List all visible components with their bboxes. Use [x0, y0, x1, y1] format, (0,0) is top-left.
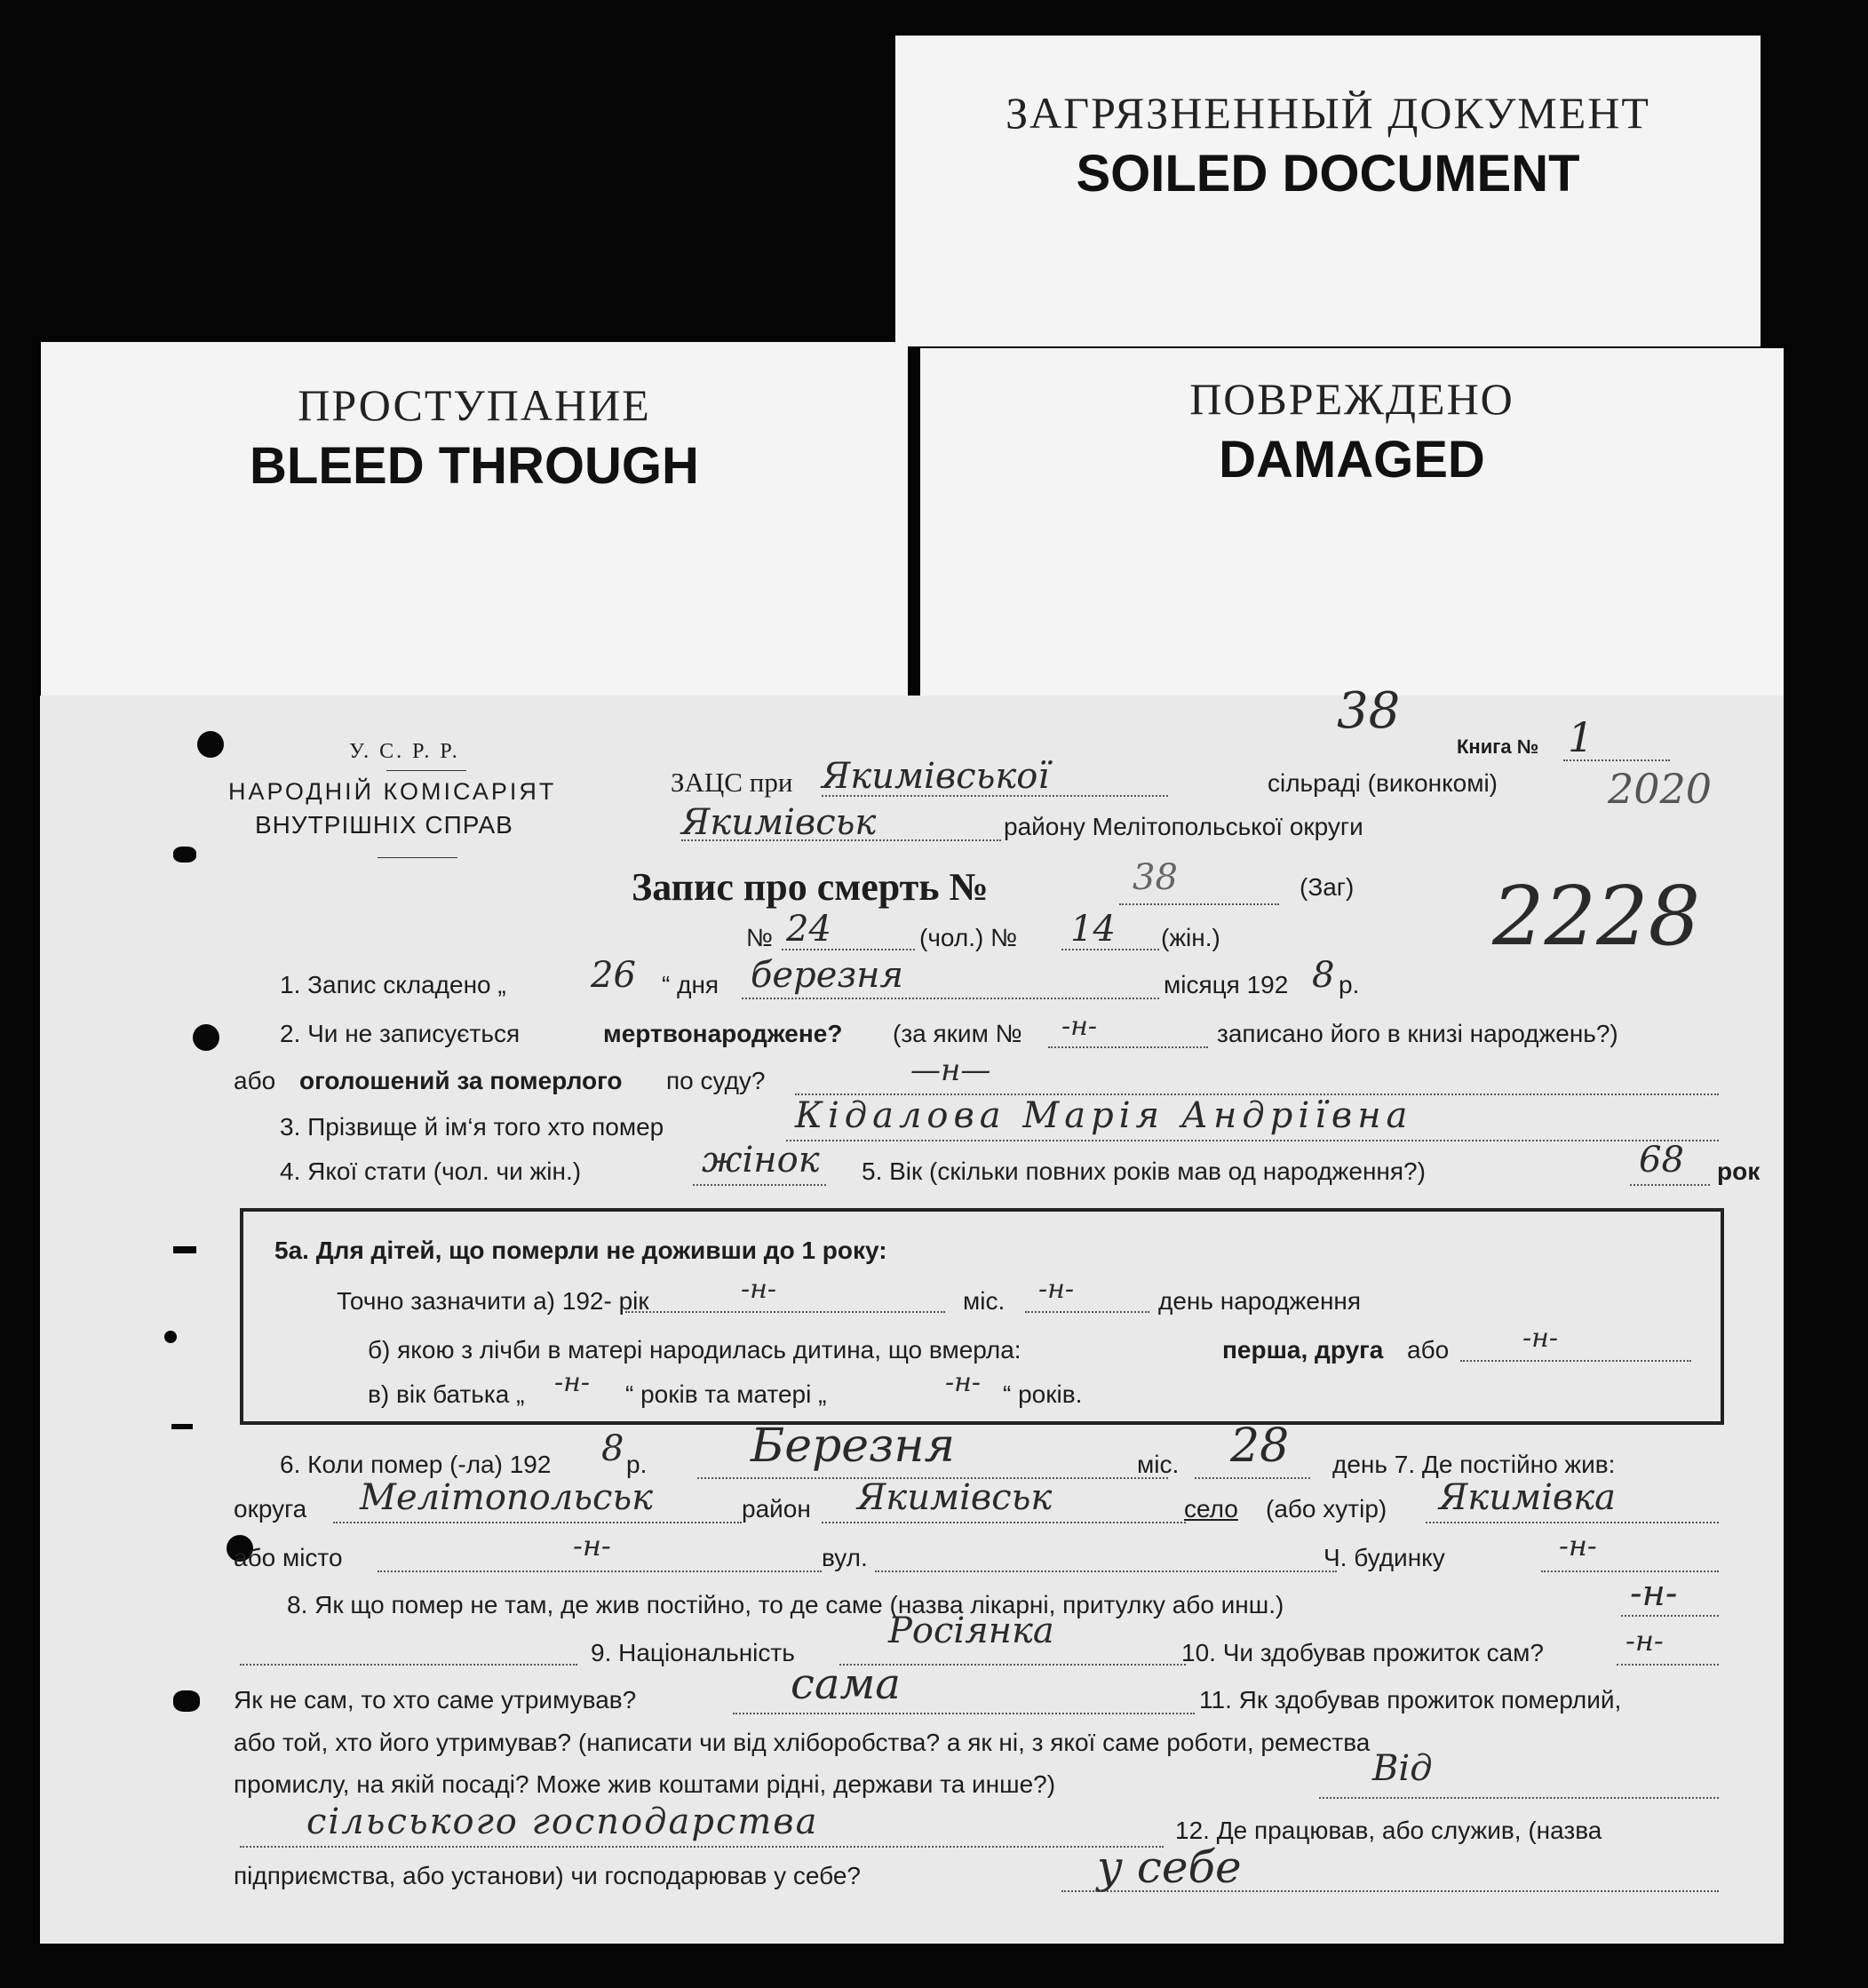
q5a-line-c-pre: в) вік батька „ — [368, 1380, 525, 1408]
q5a-line-c-post: “ років. — [1003, 1380, 1083, 1408]
q2b-pre: або — [234, 1067, 276, 1094]
record-title: Запис про смерть № — [632, 865, 989, 909]
q2-mid: (за яким № — [893, 1020, 1022, 1047]
q3-value: Кідалова Марія Андріївна — [795, 1095, 1413, 1136]
district-suffix: району Мелітопольської округи — [1004, 813, 1363, 840]
q7-misto-value: -н- — [573, 1529, 611, 1563]
q2-value: -н- — [1061, 1011, 1098, 1042]
soiled-en-label: SOILED DOCUMENT — [1076, 145, 1580, 203]
divider — [378, 857, 457, 858]
q7-okruha-label: округа — [234, 1495, 307, 1523]
dotted-line — [822, 1522, 1186, 1523]
q6-label: 6. Коли помер (-ла) 192 — [280, 1451, 552, 1478]
q2b-bold: оголошений за померлого — [299, 1067, 623, 1094]
q1-label: 1. Запис складено „ — [280, 971, 506, 998]
soiled-ru-label: ЗАГРЯЗНЕННЫЙ ДОКУМЕНТ — [1006, 88, 1650, 138]
q7-rayon-value: Якимівськ — [857, 1477, 1053, 1518]
tear-mark — [173, 1690, 200, 1712]
q12-line-2: підприємства, або установи) чи господарював у себе? — [234, 1862, 862, 1889]
q5a-line-a-post: день народження — [1158, 1287, 1362, 1315]
q1-post: місяця 192 — [1164, 971, 1289, 998]
q5-label: 5. Вік (скільки повних років мав од народження?) — [862, 1157, 1426, 1185]
damaged-ru-label: ПОВРЕЖДЕНО — [1189, 374, 1514, 424]
q2-post: записано його в книзі народжень?) — [1217, 1020, 1618, 1047]
zags-village-value: Якимівської — [822, 756, 1050, 797]
zags-prefix: ЗАЦС при — [671, 767, 793, 798]
q5a-title: 5а. Для дітей, що померли не доживши до 1 року: — [274, 1237, 887, 1264]
q7-khutir-label: (або хутір) — [1266, 1495, 1387, 1523]
punch-hole — [193, 1024, 219, 1051]
male-number-value: 24 — [786, 909, 831, 950]
female-number-value: 14 — [1070, 909, 1116, 950]
dotted-line — [1617, 1664, 1719, 1666]
dotted-line — [333, 1522, 742, 1523]
dotted-line — [681, 839, 1001, 841]
dotted-line — [693, 1184, 826, 1186]
zags-suffix: сільраді (виконкомі) — [1268, 769, 1498, 797]
q5a-line-a-mid: міс. — [963, 1287, 1006, 1315]
commissariat-line-1: НАРОДНІЙ КОМІСАРІЯТ — [228, 778, 557, 805]
female-label: (жін.) — [1161, 924, 1220, 951]
dotted-line — [1630, 1184, 1710, 1186]
q7-rayon-label: район — [742, 1495, 811, 1523]
dotted-line — [240, 1846, 1164, 1848]
district-value: Якимівськ — [681, 802, 877, 843]
q2b-post: по суду? — [666, 1067, 766, 1094]
q7-budynok-value: -н- — [1559, 1529, 1597, 1563]
q1-month-value: березня — [751, 955, 904, 996]
dotted-line — [733, 1713, 1195, 1714]
q11-label: 11. Як здобував прожиток померлий, — [1199, 1686, 1622, 1714]
dotted-line — [1460, 1360, 1691, 1362]
q7-misto-label: або місто — [234, 1544, 343, 1571]
dotted-line — [1563, 759, 1670, 761]
q2-pre: 2. Чи не записується — [280, 1020, 521, 1047]
q1-day-value: 26 — [591, 955, 636, 996]
dotted-line — [1195, 1477, 1310, 1479]
margin-number-right-2: 2228 — [1492, 869, 1701, 964]
q11-line-2: промислу, на якій посаді? Може жив коштами рідні, держави та инше?) — [234, 1770, 1056, 1798]
record-number: 38 — [1133, 857, 1178, 898]
dotted-line — [1426, 1522, 1719, 1523]
q7-selo-value: Якимівка — [1439, 1477, 1616, 1518]
divider — [386, 770, 466, 771]
dotted-line — [875, 1571, 1337, 1572]
tear-mark — [164, 1331, 177, 1343]
q2b-value: —н— — [910, 1053, 991, 1088]
dotted-line — [742, 998, 1159, 999]
damaged-card — [920, 348, 1784, 721]
q10-label: 10. Чи здобував прожиток сам? — [1181, 1639, 1544, 1666]
infant-death-box — [240, 1208, 1724, 1425]
dotted-line — [1061, 1890, 1719, 1892]
q2-bold: мертвонароджене? — [603, 1020, 843, 1047]
q5a-b-value: -н- — [1522, 1323, 1559, 1354]
q6-r: р. — [626, 1451, 648, 1478]
q1-end: р. — [1339, 971, 1360, 998]
record-type: (Заг) — [1300, 873, 1355, 901]
q5a-line-b-post: або — [1407, 1336, 1450, 1364]
q7-selo-label: село — [1184, 1495, 1238, 1523]
q11-value-2: сільського господарства — [306, 1801, 819, 1842]
dotted-line — [1119, 903, 1279, 905]
q5a-a-year-value: -н- — [741, 1274, 777, 1305]
q5a-line-b-pre: б) якою з лічби в матері народилась дитина, що вмерла: — [368, 1336, 1021, 1364]
q1-year-value: 8 — [1312, 955, 1335, 996]
ussr-label: У. С. Р. Р. — [349, 740, 460, 763]
q5a-a-month-value: -н- — [1038, 1274, 1075, 1305]
dotted-line — [378, 1571, 822, 1572]
q5a-line-a-pre: Точно зазначити а) 192- рік — [337, 1287, 649, 1315]
margin-number-top: 38 — [1337, 682, 1401, 740]
dotted-line — [1061, 949, 1159, 950]
book-label: Книга № — [1457, 736, 1539, 758]
q7-budynok-label: Ч. будинку — [1323, 1544, 1445, 1571]
dotted-line — [240, 1664, 577, 1666]
dotted-line — [786, 1140, 1719, 1141]
dotted-line — [782, 949, 915, 950]
tear-mark — [171, 1424, 193, 1429]
q12-value: у себе — [1097, 1841, 1242, 1893]
q7-vul-label: вул. — [822, 1544, 868, 1571]
bleed-en-label: BLEED THROUGH — [250, 437, 699, 495]
q10b-label: Як не сам, то хто саме утримував? — [234, 1686, 637, 1714]
dotted-line — [1541, 1571, 1719, 1572]
q6-year-value: 8 — [601, 1428, 624, 1469]
q5-age-value: 68 — [1639, 1140, 1684, 1181]
q10b-value: сама — [791, 1659, 901, 1709]
margin-number-right-1: 2020 — [1608, 765, 1713, 813]
soiled-document-card — [895, 36, 1761, 346]
q5a-line-c-mid: “ років та матері „ — [625, 1380, 827, 1408]
tear-mark — [173, 847, 196, 863]
q5a-line-b-bold: перша, друга — [1222, 1336, 1384, 1364]
q8-value: -н- — [1630, 1573, 1678, 1614]
q6-month-value: Березня — [751, 1419, 956, 1473]
punch-hole — [197, 731, 224, 758]
male-number-label: № — [746, 924, 774, 951]
q12-label: 12. Де працював, або служив, (назва — [1175, 1817, 1602, 1844]
dotted-line — [822, 795, 1168, 797]
dotted-line — [1621, 1615, 1719, 1617]
commissariat-line-2: ВНУТРІШНІХ СПРАВ — [255, 811, 513, 839]
bleed-ru-label: ПРОСТУПАНИЕ — [298, 380, 651, 430]
q7-okruha-value: Мелітопольськ — [360, 1477, 654, 1518]
q9-value: Росіянка — [888, 1610, 1054, 1651]
q5-end: рок — [1717, 1157, 1761, 1185]
q6-mis: міс. — [1137, 1451, 1180, 1478]
q6-post: день 7. Де постійно жив: — [1332, 1451, 1616, 1478]
damaged-en-label: DAMAGED — [1219, 431, 1485, 489]
q11-value-1: Від — [1372, 1748, 1433, 1789]
q9-label: 9. Національність — [591, 1639, 795, 1666]
q10-value: -н- — [1626, 1624, 1664, 1658]
dotted-line — [1319, 1797, 1719, 1799]
tear-mark — [173, 1246, 196, 1253]
dotted-line — [1048, 1046, 1208, 1048]
q11-line-1: або той, хто його утримував? (написати чи від хліборобства? а як ні, з якої саме роботи, ремества — [234, 1729, 1371, 1756]
q5a-mother-age-value: -н- — [945, 1367, 982, 1398]
q4-label: 4. Якої стати (чол. чи жін.) — [280, 1157, 582, 1185]
book-value: 1 — [1568, 713, 1594, 761]
q5a-father-age-value: -н- — [554, 1367, 591, 1398]
q6-day-value: 28 — [1230, 1419, 1290, 1473]
male-label: (чол.) № — [919, 924, 1018, 951]
bleed-through-card — [41, 342, 908, 715]
dotted-line — [1025, 1311, 1149, 1313]
q1-mid: “ дня — [662, 971, 719, 998]
death-record-form — [40, 682, 1784, 1944]
q3-label: 3. Прізвище й ім‘я того хто помер — [280, 1113, 664, 1141]
q4-value: жінок — [702, 1140, 820, 1181]
q8-label: 8. Як що помер не там, де жив постійно, то де саме (назва лікарні, притулку або инш.) — [287, 1591, 1284, 1618]
dotted-line — [625, 1311, 945, 1313]
